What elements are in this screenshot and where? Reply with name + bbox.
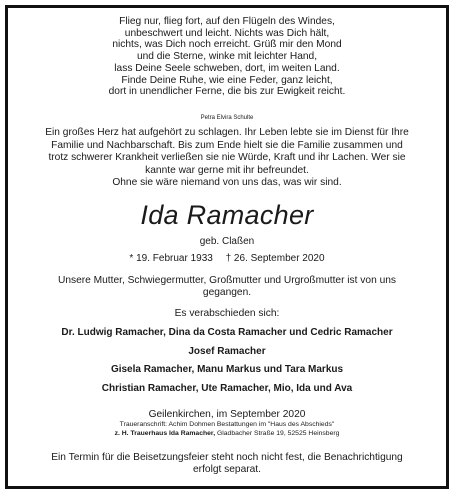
poem-line: Finde Deine Ruhe, wie eine Feder, ganz leicht,: [121, 74, 333, 86]
address-line: [8, 430, 446, 439]
funeral-notice: [8, 452, 446, 477]
address-street: Gladbacher Straße 19, 52525 Heinsberg: [215, 429, 340, 437]
tribute-line: trotz schwerer Krankheit verließen sie nie Würde, Kraft und ihr Lachen. Wer sie: [48, 152, 406, 164]
life-dates: [8, 253, 446, 265]
tribute-line: Familie und Nachbarschaft. Bis zum Ende hielt sie die Familie zusammen und: [51, 139, 403, 151]
tribute-text: [8, 127, 446, 190]
address-line: Traueranschrift: Achim Dohmen Bestattungen im "Haus des Abschieds": [119, 421, 335, 428]
tribute-line: Ein großes Herz hat aufgehört zu schlagen. Ihr Leben lebte sie im Dienst für Ihre: [45, 127, 409, 138]
notice-line: Ein Termin für die Beisetzungsfeier steht noch nicht fest, die Benachrichtigung: [51, 452, 403, 463]
address-recipient: z. H. Trauerhaus Ida Ramacher,: [114, 429, 216, 437]
family-line: Dr. Ludwig Ramacher, Dina da Costa Ramacher und Cedric Ramacher: [61, 327, 393, 338]
tribute-line: Ohne sie wäre niemand von uns das, was wir sind.: [112, 177, 342, 189]
obituary-frame: [5, 5, 449, 489]
poem-line: und die Sterne, winke mit leichter Hand,: [136, 51, 318, 63]
mourning-statement: [8, 275, 446, 300]
mourning-line: gegangen.: [202, 287, 252, 299]
poem-line: unbeschwert und leicht. Nichts was Dich hält,: [124, 27, 330, 39]
place-date: Geilenkirchen, im September 2020: [148, 409, 306, 420]
birth-date: * 19. Februar 1933: [129, 253, 213, 264]
poem-line: Flieg nur, flieg fort, auf den Flügeln des Windes,: [119, 16, 335, 27]
family-line: Gisela Ramacher, Manu Markus und Tara Markus: [110, 364, 344, 376]
farewell-intro: Es verabschieden sich:: [174, 308, 280, 319]
poem-author: Petra Elvira Schulte: [200, 115, 254, 121]
poem-line: nichts, was Dich noch erreicht. Grüß mir den Mond: [112, 39, 342, 51]
mourning-address: [8, 421, 446, 438]
obituary-content: [8, 8, 446, 486]
mourning-line: Unsere Mutter, Schwiegermutter, Großmutter und Urgroßmutter ist von uns: [57, 275, 396, 286]
tribute-line: kannte war gerne mit ihr befreundet.: [145, 164, 309, 176]
family-line: Josef Ramacher: [188, 345, 266, 357]
family-line: Christian Ramacher, Ute Ramacher, Mio, Ida und Ava: [101, 382, 353, 394]
family-list: [8, 324, 446, 398]
deceased-name: Ida Ramacher: [140, 200, 314, 230]
notice-line: erfolgt separat.: [193, 464, 261, 476]
death-date: † 26. September 2020: [225, 253, 325, 264]
poem-line: lass Deine Seele schweben, dort, im weiten Land.: [114, 62, 340, 74]
maiden-name: geb. Claßen: [199, 236, 255, 247]
poem: [8, 16, 446, 98]
poem-line: dort in unendlicher Ferne, die bis zur Ewigkeit reicht.: [108, 86, 346, 98]
